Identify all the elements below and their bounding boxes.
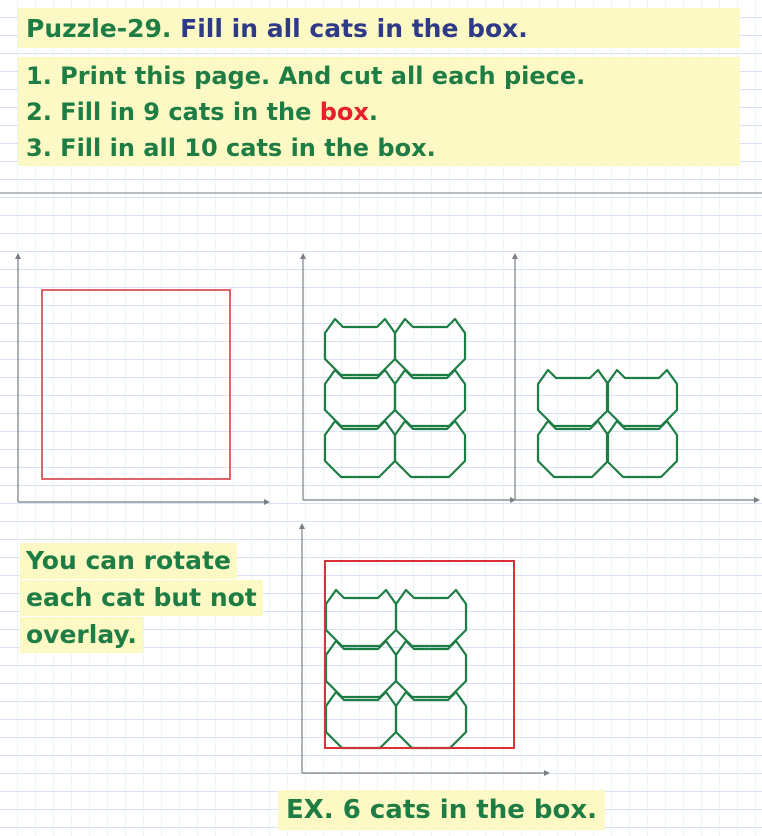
instruction-step-3: 3. Fill in all 10 cats in the box.	[26, 134, 436, 162]
axes-group	[15, 253, 760, 776]
example-caption: EX. 6 cats in the box.	[278, 790, 605, 830]
axis-pair-1	[15, 253, 270, 505]
note-line-2: each cat but not	[20, 580, 263, 616]
note-line-3: overlay.	[20, 617, 143, 653]
y-axis-arrow	[299, 523, 305, 529]
example-cat-piece	[326, 692, 396, 748]
cat-piece	[607, 370, 677, 426]
cat-piece	[395, 319, 465, 375]
cat-piece	[325, 421, 395, 477]
puzzle-number: Puzzle-29.	[26, 14, 172, 43]
note-line-1: You can rotate	[20, 543, 237, 579]
cat-piece	[538, 370, 608, 426]
cat-pieces	[325, 319, 677, 748]
example-cat-piece	[326, 641, 396, 697]
cat-piece	[395, 421, 465, 477]
puzzle-title-text: Fill in all cats in the box.	[180, 14, 528, 43]
step-2-box-word: box	[319, 98, 369, 126]
step-2-period: .	[368, 98, 378, 126]
x-axis-arrow	[544, 770, 550, 776]
y-axis-arrow	[15, 253, 21, 259]
example-cat-piece	[326, 590, 396, 646]
cat-piece	[538, 421, 608, 477]
example-box	[325, 561, 514, 748]
cat-piece	[325, 319, 395, 375]
y-axis-arrow	[512, 253, 518, 259]
rotation-note	[20, 543, 270, 651]
x-axis-arrow	[754, 497, 760, 503]
axis-pair-2	[300, 253, 516, 503]
step-2-text: 2. Fill in 9 cats in the	[26, 98, 320, 126]
cat-piece	[325, 370, 395, 426]
cat-piece	[607, 421, 677, 477]
empty-target-box	[42, 290, 230, 479]
example-cat-piece	[396, 692, 466, 748]
x-axis-arrow	[264, 499, 270, 505]
example-cat-piece	[396, 590, 466, 646]
instruction-step-1: 1. Print this page. And cut all each piece.	[26, 62, 586, 90]
example-cat-piece	[396, 641, 466, 697]
cat-piece	[395, 370, 465, 426]
y-axis-arrow	[300, 253, 306, 259]
